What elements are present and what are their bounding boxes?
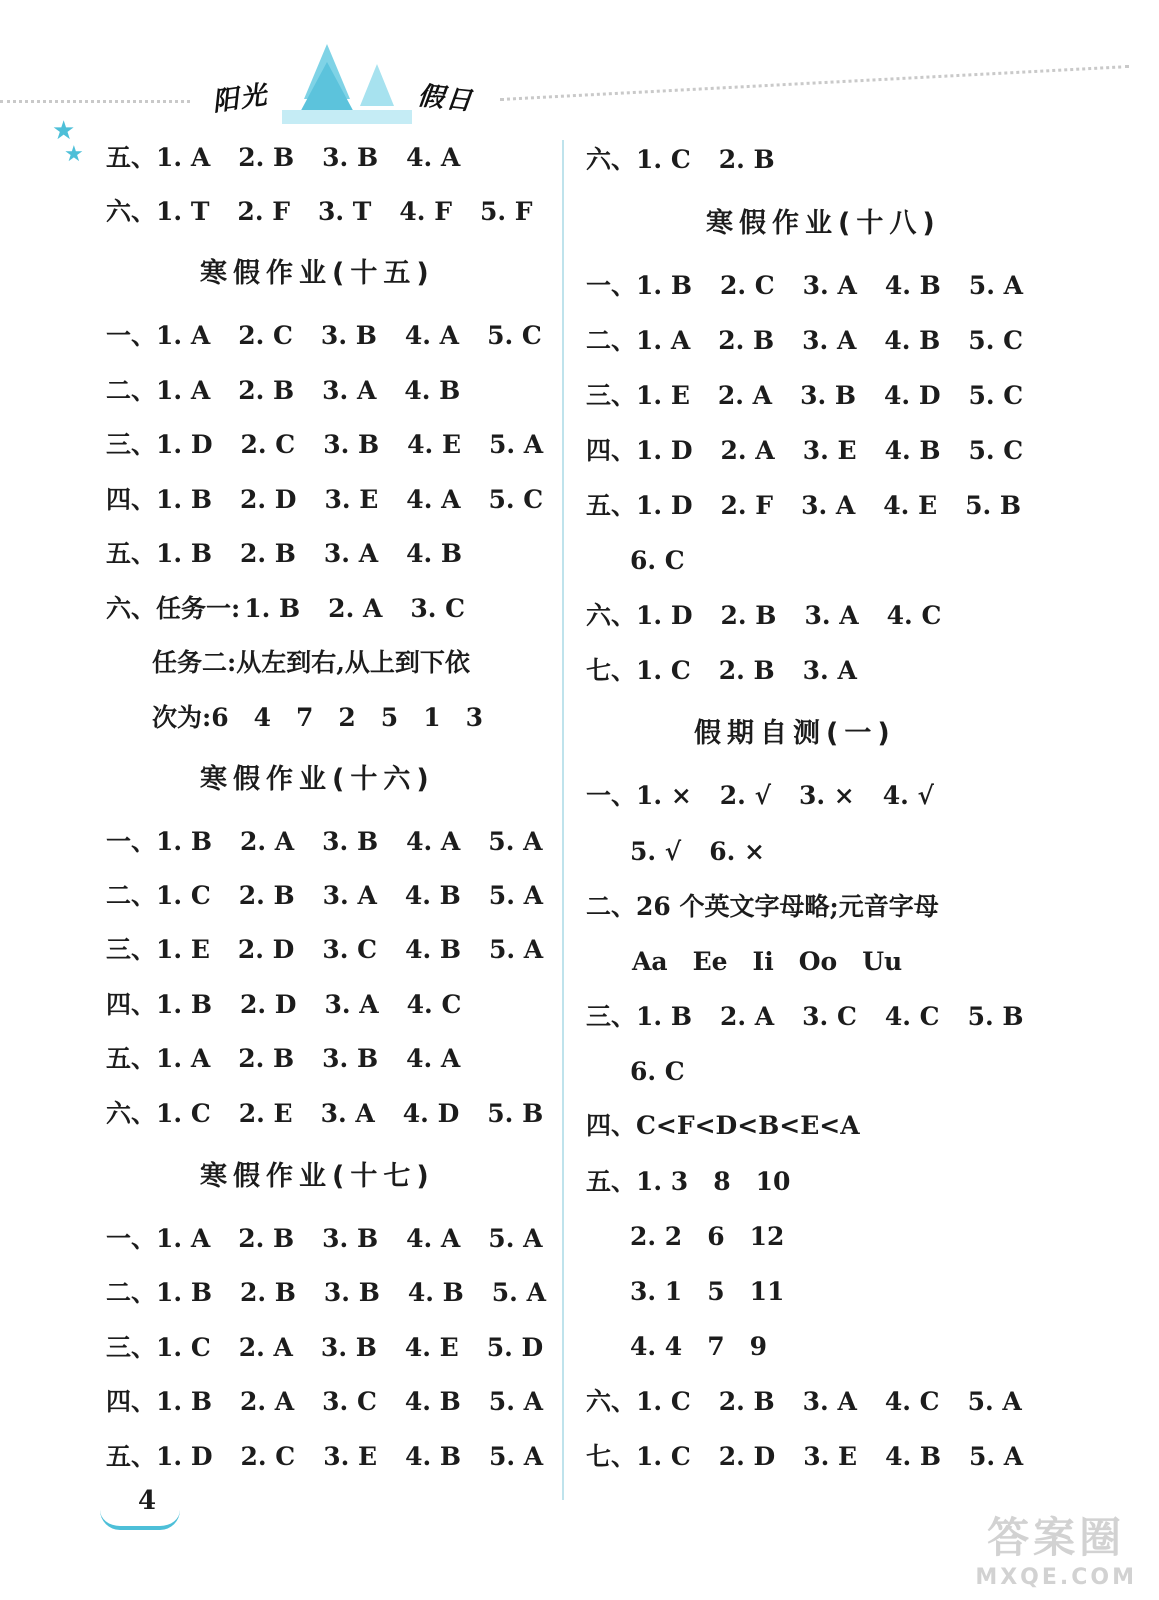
answer-row: [106, 1328, 571, 1368]
answer-item: 3. B: [320, 1333, 377, 1362]
answer-item: 2. B: [718, 326, 775, 355]
question-number: 二、: [106, 1278, 157, 1307]
answer-item: 5. A: [489, 935, 544, 964]
answer-item: 3. B: [322, 827, 379, 856]
question-number: 五、: [106, 1442, 157, 1471]
question-number: 三、: [106, 935, 157, 964]
number-line: 4. 4 7 9: [630, 1332, 767, 1361]
answer-item: 4. B: [404, 881, 461, 910]
answer-item: 3. E: [323, 1442, 378, 1471]
answer-row: [106, 192, 561, 232]
answer-item: 1. B: [156, 539, 212, 568]
question-number: 七、: [586, 1442, 637, 1471]
answer-item: 5. B: [487, 1099, 544, 1128]
answer-item: 1. A: [156, 321, 211, 350]
answer-item: 3. A: [324, 990, 379, 1019]
question-number: 五、: [106, 539, 157, 568]
answer-item: 5. C: [968, 381, 1024, 410]
answer-row: [106, 1094, 571, 1134]
answer-item: 1. B: [156, 990, 212, 1019]
answer-item: 5. A: [488, 1387, 543, 1416]
answer-item: 1. B: [156, 485, 212, 514]
answer-item: 3. A: [320, 1099, 375, 1128]
answer-row: [586, 376, 1051, 416]
answer-item: 3. E: [803, 1442, 858, 1471]
answer-item: 4. F: [399, 197, 452, 226]
answer-item: 2. B: [239, 1278, 296, 1307]
section-title: 寒假作业(十八): [706, 208, 941, 239]
answer-row: [106, 1382, 571, 1422]
answer-item: 3. A: [801, 491, 856, 520]
answer-row: [586, 140, 803, 180]
answer-item: 2. A: [717, 381, 773, 410]
answer-row: [106, 138, 488, 178]
answer-item: 1. B: [244, 594, 301, 623]
answer-item: 3. A: [802, 271, 857, 300]
answer-item: 2. B: [238, 881, 295, 910]
answer-item: 3. A: [322, 881, 377, 910]
question-number: 一、: [586, 271, 637, 300]
answer-item: 2. C: [240, 430, 296, 459]
answer-item: 4. B: [884, 436, 941, 465]
answer-row: [106, 425, 571, 465]
answer-row: [586, 321, 1051, 361]
answer-row: [586, 651, 885, 691]
snow-tree-icon: [282, 44, 412, 124]
question-number: 六、: [586, 145, 637, 174]
answer-item: 3. C: [410, 594, 466, 623]
header-dotted-line: [0, 100, 190, 103]
answer-item: 5. C: [968, 436, 1024, 465]
answer-item: 5. √: [630, 837, 682, 866]
question-number: 一、: [106, 321, 157, 350]
answer-row: [106, 480, 571, 520]
answer-item: 4. B: [407, 1278, 464, 1307]
answer-item: 1. C: [636, 145, 691, 174]
answer-item: 2. C: [240, 1442, 296, 1471]
answer-item: 1. E: [156, 935, 210, 964]
answer-item: 1. B: [636, 1002, 692, 1031]
answer-item: 4. B: [885, 1442, 941, 1471]
answer-item: 4. A: [404, 321, 460, 350]
answer-item: 3. B: [320, 321, 377, 350]
answer-row: [630, 832, 793, 872]
answer-item: 2. D: [237, 935, 295, 964]
question-number: 二、: [106, 376, 157, 405]
answer-item: 5. B: [967, 1002, 1024, 1031]
task-two-line: 任务二:从左到右,从上到下依: [152, 648, 470, 677]
answer-item: 2. A: [239, 827, 295, 856]
order-line: 四、C<F<D<B<E<A: [586, 1111, 860, 1140]
answer-item: 3. E: [324, 485, 379, 514]
answer-item: 5. A: [488, 827, 543, 856]
answer-row: [106, 1039, 488, 1079]
answer-item: 2. E: [238, 1099, 293, 1128]
answer-item: 1. D: [156, 1442, 213, 1471]
answer-item: 1. C: [156, 881, 211, 910]
answer-item: 4. B: [405, 1442, 461, 1471]
answer-item: 2. B: [239, 539, 296, 568]
answer-row: [586, 596, 969, 636]
section-title: 寒假作业(十五): [200, 258, 435, 289]
answer-item: 4. B: [404, 1387, 461, 1416]
answer-row: [586, 431, 1051, 471]
answer-item: 5. A: [489, 430, 544, 459]
answer-item: 1. A: [636, 326, 691, 355]
answer-item: 3. E: [802, 436, 857, 465]
answer-item: 1. T: [156, 197, 210, 226]
header-dotted-line: [500, 65, 1129, 101]
question-number: 六、任务一:: [106, 594, 241, 623]
question-number: 四、: [586, 436, 637, 465]
answer-row: [586, 1382, 1050, 1422]
answer-item: 3. B: [322, 1044, 379, 1073]
answer-item: 2. B: [238, 143, 295, 172]
answer-item: 5. B: [965, 491, 1022, 520]
watermark: [975, 1505, 1137, 1590]
number-line: 五、1. 3 8 10: [586, 1167, 791, 1196]
answer-item: 1. A: [156, 1224, 211, 1253]
answer-item: 2. A: [239, 1387, 295, 1416]
answer-item: 3. B: [322, 1224, 379, 1253]
answer-item: 1. ×: [636, 781, 692, 810]
question-number: 三、: [586, 1002, 637, 1031]
brand-right: 假日: [416, 81, 476, 117]
answer-item: 4. E: [407, 430, 461, 459]
answer-item: 1. C: [156, 1333, 211, 1362]
question-number: 四、: [106, 990, 157, 1019]
brand-left: 阳光: [210, 80, 271, 118]
answer-row: [106, 1273, 574, 1313]
section-title: 假期自测(一): [694, 718, 896, 749]
answer-item: 1. A: [156, 1044, 211, 1073]
answer-item: 3. A: [802, 1387, 857, 1416]
answer-item: 3. ×: [799, 781, 855, 810]
answer-item: 4. A: [406, 485, 461, 514]
section-title: 寒假作业(十七): [200, 1161, 435, 1192]
answer-item: 4. B: [884, 326, 941, 355]
answer-item: 3. B: [322, 143, 379, 172]
answer-item: 2. A: [719, 1002, 775, 1031]
answer-item: 1. C: [636, 1442, 691, 1471]
answer-item: 2. B: [720, 601, 777, 630]
question-number: 二、: [106, 881, 157, 910]
star-icon: ★: [64, 142, 84, 167]
answer-item: 4. D: [884, 381, 941, 410]
answer-row: [630, 1052, 713, 1092]
question-number: 四、: [106, 485, 157, 514]
answer-row: [106, 316, 570, 356]
answer-item: 2. A: [328, 594, 383, 623]
answer-item: 2. B: [238, 376, 295, 405]
answer-item: 5. A: [488, 881, 543, 910]
answer-item: 5. A: [967, 1387, 1022, 1416]
answer-item: 3. A: [802, 326, 857, 355]
answer-item: 2. D: [239, 990, 297, 1019]
answer-item: 4. B: [884, 271, 941, 300]
question-number: 三、: [106, 1333, 157, 1362]
question-number: 三、: [586, 381, 637, 410]
answer-item: 4. √: [882, 781, 934, 810]
answer-item: 1. C: [636, 1387, 691, 1416]
answer-item: 1. B: [156, 1278, 212, 1307]
answer-item: 3. A: [323, 539, 379, 568]
number-line: 2. 2 6 12: [630, 1222, 785, 1251]
answer-item: 3. A: [804, 601, 859, 630]
answer-item: 3. C: [802, 1002, 857, 1031]
answer-item: 4. E: [883, 491, 938, 520]
answer-item: 2. B: [718, 656, 775, 685]
question-number: 一、: [586, 781, 637, 810]
answer-row: [106, 589, 493, 629]
answer-item: 1. D: [636, 491, 693, 520]
answer-item: 3. B: [323, 1278, 380, 1307]
answer-row: [106, 876, 571, 916]
answer-item: 4. E: [404, 1333, 459, 1362]
question-number: 三、: [106, 430, 157, 459]
answer-item: 1. C: [156, 1099, 211, 1128]
vowel-line: Aa Ee Ii Oo Uu: [632, 947, 903, 976]
answer-item: 3. A: [322, 376, 377, 405]
question-number: 四、: [106, 1387, 157, 1416]
question-number: 六、: [586, 1387, 637, 1416]
answer-item: 4. C: [406, 990, 462, 1019]
question-number: 五、: [106, 1044, 157, 1073]
answer-row: [106, 930, 571, 970]
answer-item: 1. B: [156, 1387, 212, 1416]
question-number: 一、: [106, 1224, 157, 1253]
answer-item: 5. C: [487, 321, 542, 350]
answer-row: [630, 541, 713, 581]
answer-item: 4. B: [405, 935, 461, 964]
answer-row: [586, 486, 1049, 526]
question-number: 一、: [106, 827, 157, 856]
answer-item: 3. A: [802, 656, 857, 685]
answer-item: 4. D: [402, 1099, 460, 1128]
answer-item: 2. F: [720, 491, 774, 520]
answer-row: [586, 1437, 1051, 1477]
answer-item: 2. C: [238, 321, 293, 350]
answer-item: 5. C: [488, 485, 544, 514]
answer-item: 1. D: [636, 601, 693, 630]
answer-item: 4. A: [406, 1044, 461, 1073]
answer-row: [106, 534, 490, 574]
answer-item: 6. C: [630, 1057, 685, 1086]
answer-item: 2. B: [238, 1044, 295, 1073]
answer-item: 4. C: [884, 1002, 940, 1031]
answer-row: [106, 1437, 571, 1477]
answer-item: 5. D: [486, 1333, 544, 1362]
answer-item: 1. A: [156, 376, 211, 405]
star-icon: ★: [52, 116, 76, 146]
answer-item: 3. B: [800, 381, 857, 410]
answer-item: 2. B: [238, 1224, 295, 1253]
answer-row: [586, 776, 962, 816]
answer-item: 1. B: [636, 271, 692, 300]
question-number: 六、: [106, 1099, 157, 1128]
answer-item: 5. A: [968, 271, 1023, 300]
answer-item: 5. A: [491, 1278, 546, 1307]
book-icon: [100, 1510, 180, 1530]
answer-item: 4. B: [404, 376, 461, 405]
answer-item: 1. A: [156, 143, 211, 172]
answer-item: 6. ×: [709, 837, 765, 866]
answer-item: 2. A: [720, 436, 775, 465]
page-number: 4: [138, 1486, 157, 1516]
answer-item: 4. A: [406, 143, 461, 172]
question-number: 六、: [106, 197, 157, 226]
answer-item: 1. C: [636, 656, 691, 685]
answer-item: 1. D: [636, 436, 693, 465]
answer-item: 2. C: [719, 271, 775, 300]
vowel-line: 二、26 个英文字母略;元音字母: [586, 892, 939, 921]
answer-item: 5. F: [479, 197, 533, 226]
answer-item: 4. B: [406, 539, 463, 568]
answer-row: [586, 266, 1051, 306]
watermark-logo: 答案圈: [987, 1513, 1126, 1562]
answer-row: [586, 997, 1052, 1037]
number-line: 3. 1 5 11: [630, 1277, 785, 1306]
answer-item: 4. C: [886, 601, 942, 630]
question-number: 五、: [586, 491, 637, 520]
answer-item: 5. C: [968, 326, 1023, 355]
answer-row: [106, 822, 571, 862]
answer-item: 5. A: [969, 1442, 1024, 1471]
answer-item: 1. E: [636, 381, 690, 410]
answer-item: 2. D: [239, 485, 297, 514]
answer-item: 1. B: [156, 827, 212, 856]
question-number: 二、: [586, 326, 637, 355]
answer-item: 2. √: [719, 781, 771, 810]
section-title: 寒假作业(十六): [200, 764, 435, 795]
answer-item: 3. C: [322, 1387, 377, 1416]
answer-item: 2. B: [718, 1387, 775, 1416]
answer-item: 2. A: [238, 1333, 293, 1362]
answer-item: 4. A: [406, 827, 461, 856]
question-number: 五、: [106, 143, 157, 172]
answer-item: 3. T: [317, 197, 372, 226]
answer-item: 3. B: [323, 430, 380, 459]
question-number: 六、: [586, 601, 637, 630]
answer-item: 2. B: [718, 145, 775, 174]
answer-item: 5. A: [489, 1442, 544, 1471]
watermark-url: MXQE.COM: [975, 1565, 1137, 1590]
answer-row: [106, 371, 488, 411]
answer-row: [106, 985, 489, 1025]
answer-item: 3. C: [322, 935, 378, 964]
answer-item: 1. D: [156, 430, 213, 459]
answer-item: 4. C: [884, 1387, 940, 1416]
answer-item: 2. D: [718, 1442, 776, 1471]
answer-item: 6. C: [630, 546, 685, 575]
page-number-badge: [100, 1482, 180, 1526]
question-number: 七、: [586, 656, 637, 685]
answer-row: [106, 1219, 571, 1259]
answer-item: 2. F: [237, 197, 290, 226]
answer-item: 4. A: [406, 1224, 461, 1253]
answer-item: 5. A: [488, 1224, 543, 1253]
task-two-line: 次为:6 4 7 2 5 1 3: [152, 703, 483, 732]
